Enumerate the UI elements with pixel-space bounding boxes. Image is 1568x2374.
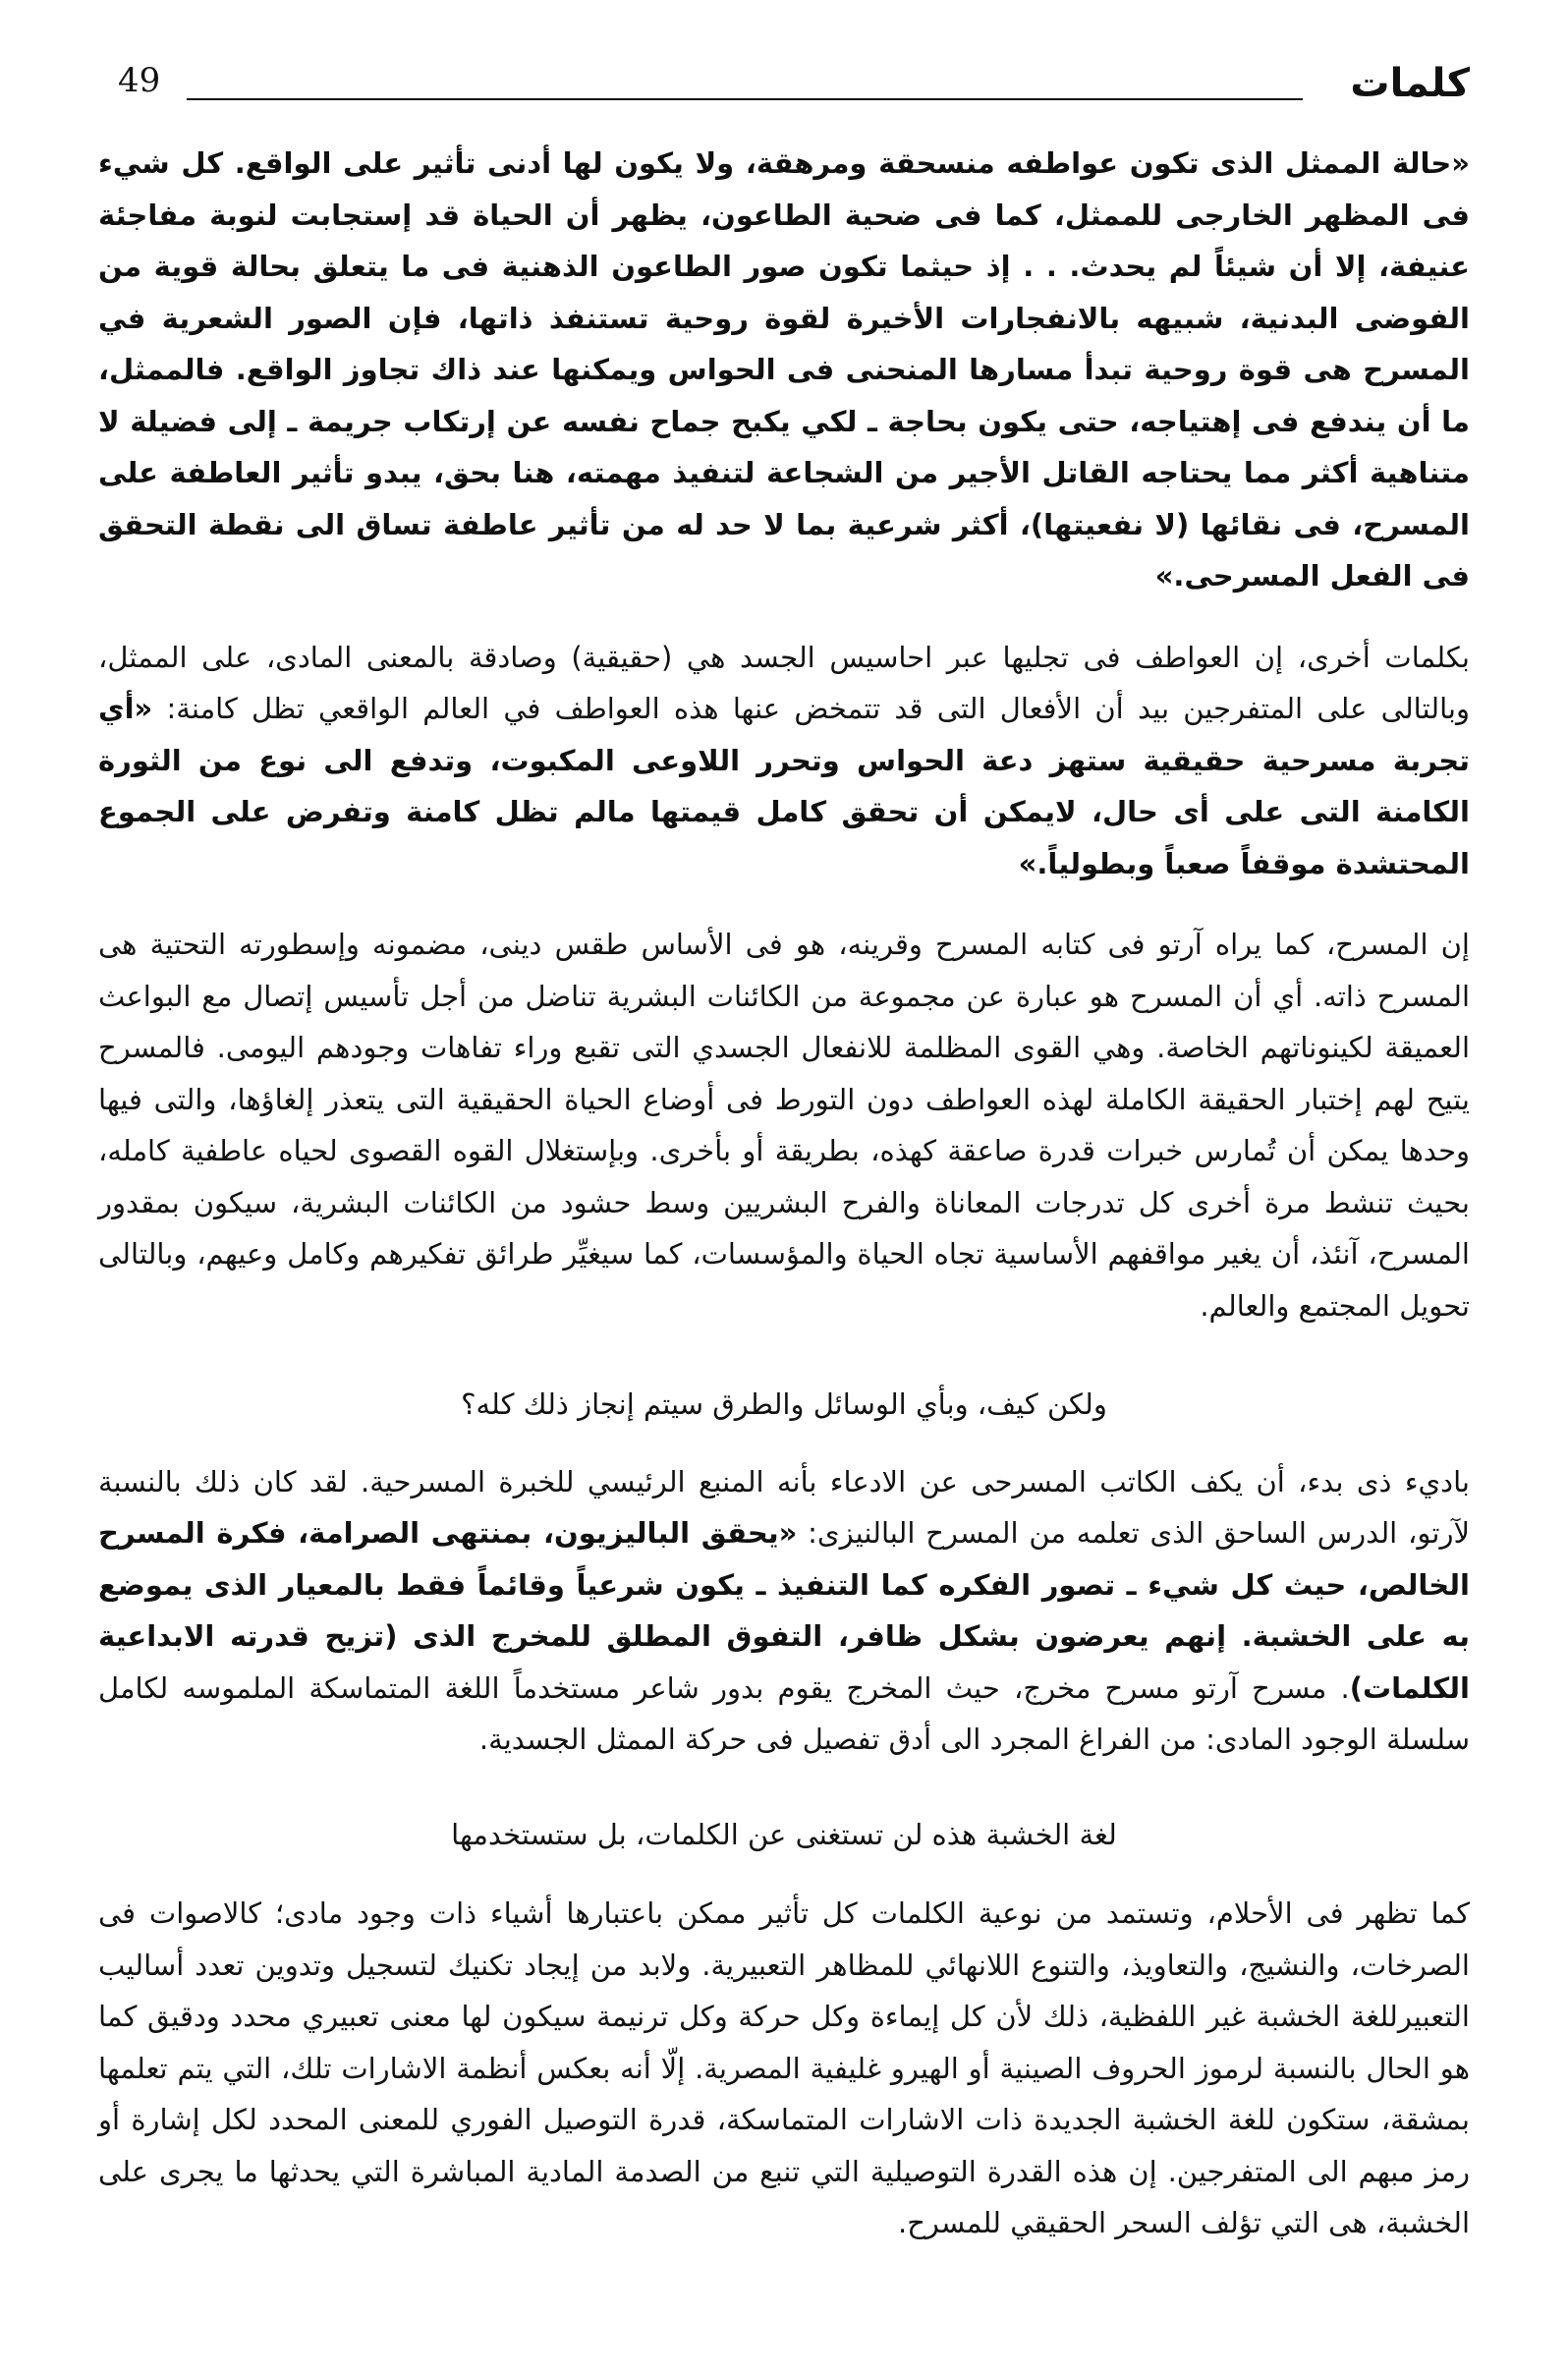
section-center-line: لغة الخشبة هذه لن تستغنى عن الكلمات، بل ستستخدمها [451,1817,1117,1851]
paragraph-4 [98,1456,1470,1766]
paragraph-4-text-a: باديء ذى بدء، أن يكف الكاتب المسرحى عن الادعاء بأنه المنبع الرئيسي للخبرة المسرحية. لقد كان ذلك بالنسبة لآرتو، الدرس الساحق الذى تعلمه من المسرح البالنيزى: [98,1464,1470,1550]
quote-paragraph-1: «حالة الممثل الذى تكون عواطفه منسحقة ومرهقة، ولا يكون لها أدنى تأثير على الواقع. كل شيء فى المظهر الخارجى للممثل، كما فى ضحية الطاعون، يظهر أن الحياة قد إستجابت لنوبة مفاجئة عنيفة، إلا أن شيئاً لم يحدث. . . إذ حيثما تكون صور الطاعون الذهنية فى ما يتعلق بحالة قوية من الفوضى البدنية، شبيهه بالانفجارات الأخيرة لقوة روحية تستنفذ ذاتها، فإن الصور الشعرية في المسرح هى قوة روحية تبدأ مسارها المنحنى فى الحواس ويمكنها عند ذاك تجاوز الواقع. فالممثل، ما أن يندفع فى إهتياجه، حتى يكون بحاجة ـ لكي يكبح جماح نفسه عن إرتكاب جريمة ـ إلى فضيلة لا متناهية أكثر مما يحتاجه القاتل الأجير من الشجاعة لتنفيذ مهمته، هنا بحق، يبدو تأثير العاطفة على المسرح، فى نقائها (لا نفعيتها)، أكثر شرعية بما لا حد له من تأثير عاطفة تساق الى نقطة التحقق فى الفعل المسرحى.» [98,146,1470,593]
header-rule [187,98,1303,100]
page-body [98,138,1470,2279]
paragraph-4-quote: «يحقق الباليزيون، بمنتهى الصرامة، فكرة المسرح الخالص، حيث كل شيء ـ تصور الفكره كما التنفيذ ـ يكون شرعياً وقائماً فقط بالمعيار الذى يموضع به على الخشبة. إنهم يعرضون بشكل ظافر، التفوق المطلق للمخرج الذى (تزيح قدرته الابداعية الكلمات) [98,1516,1470,1705]
running-title: كلمات [1350,61,1470,106]
paragraph-5: كما تظهر فى الأحلام، وتستمد من نوعية الكلمات كل تأثير ممكن باعتبارها أشياء ذات وجود مادى؛ كالاصوات فى الصرخات، والنشيج، والتعاويذ، والتنوع اللانهائي للمظاهر التعبيرية. ولابد من إيجاد تكنيك لتسجيل وتدوين تعدد أساليب التعبيرللغة الخشبة غير اللفظية، ذلك لأن كل إيماءة وكل حركة وكل ترنيمة سيكون لها معنى تعبيري محدد ودقيق كما هو الحال بالنسبة لرموز الحروف الصينية أو الهيرو غليفية المصرية. إلّا أنه بعكس أنظمة الاشارات تلك، التي يتم تعلمها بمشقة، ستكون للغة الخشبة الجديدة ذات الاشارات المتماسكة، قدرة التوصيل الفوري للمعنى المحدد لكل إشارة أو رمز مبهم الى المتفرجين. إن هذه القدرة التوصيلية التي تنبع من الصدمة المادية المباشرة التي يحدثها ما يجرى على الخشبة، هى التي تؤلف السحر الحقيقي للمسرح. [98,1896,1470,2239]
page-header [118,61,1470,116]
paragraph-3: إن المسرح، كما يراه آرتو فى كتابه المسرح وقرينه، هو فى الأساس طقس دينى، مضمونه وإسطورته التحتية هى المسرح ذاته. أي أن المسرح هو عبارة عن مجموعة من الكائنات البشرية تناضل من أجل تأسيس إتصال مع البواعث العميقة لكينوناتهم الخاصة. وهي القوى المظلمة للانفعال الجسدي التى تقبع وراء تفاهات وجودهم اليومى. فالمسرح يتيح لهم إختبار الحقيقة الكاملة لهذه العواطف دون التورط فى أوضاع الحياة الحقيقية التى يتعذر إلغاؤها، والتى فيها وحدها يمكن أن تُمارس خبرات قدرة صاعقة كهذه، بطريقة أو بأخرى. وبإستغلال القوه القصوى لحياه عاطفية كامله، بحيث تنشط مرة أخرى كل تدرجات المعاناة والفرح البشريين وسط حشود من الكائنات البشرية، سيكون بمقدور المسرح، آنئذ، أن يغير مواقفهم الأساسية تجاه الحياة والمؤسسات، كما سيغيِّر طرائق تفكيرهم وكامل وعيهم، وبالتالى تحويل المجتمع والعالم. [98,928,1470,1323]
page-number: 49 [118,61,161,100]
paragraph-2 [98,632,1470,890]
paragraph-2-text: بكلمات أخرى، إن العواطف فى تجليها عبر احاسيس الجسد هي (حقيقية) وصادقة بالمعنى المادى، على الممثل، وبالتالى على المتفرجين بيد أن الأفعال التى قد تتمخض عنها هذه العواطف في العالم الواقعي تظل كامنة: [98,640,1470,725]
paragraph-4-text-b: . مسرح آرتو مسرح مخرج، حيث المخرج يقوم بدور شاعر مستخدماً اللغة المتماسكة الملموسه لكامل سلسلة الوجود المادى: من الفراغ المجرد الى أدق تفصيل فى حركة الممثل الجسدية. [98,1670,1470,1756]
paragraph-2-quote: «أي تجربة مسرحية حقيقية ستهز دعة الحواس وتحرر اللاوعى المكبوت، وتدفع الى نوع من الثورة الكامنة التى على أى حال، لايمكن أن تحقق كامل قيمتها مالم تظل كامنة وتفرض على الجموع المحتشدة موقفاً صعباً وبطولياً.» [98,692,1470,880]
section-question: ولكن كيف، وبأي الوسائل والطرق سيتم إنجاز ذلك كله؟ [461,1387,1107,1421]
